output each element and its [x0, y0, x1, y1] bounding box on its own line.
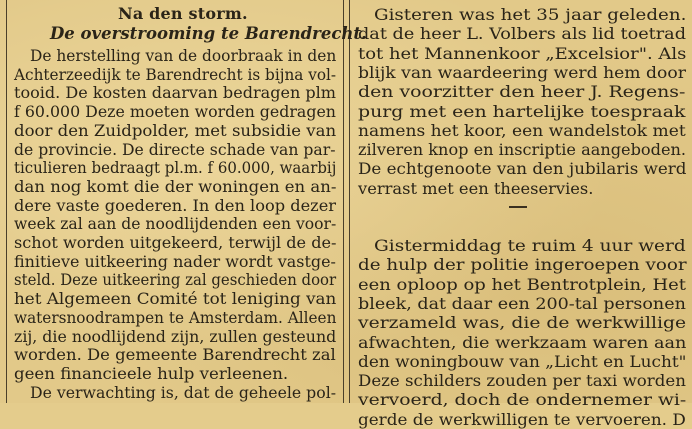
text-line: geen financieele hulp verleenen. — [14, 364, 289, 383]
text-line: dan nog komt die der woningen en an- — [14, 177, 337, 196]
text-line: De echtgenoote van den jubilaris werd — [358, 160, 687, 179]
text-line: blijk van waardeering werd hem door — [358, 63, 686, 82]
article-headline: Na den storm. — [118, 4, 248, 23]
text-line: dat de heer L. Volbers als lid toetrad — [358, 25, 687, 44]
text-line: schot worden uitgekeerd, terwijl de de- — [14, 234, 337, 252]
text-line: de hulp der politie ingeroepen voor — [358, 256, 687, 275]
right-column — [352, 0, 692, 429]
article-separator — [509, 206, 527, 208]
text-line: gerde de werkwilligen te vervoeren. D — [358, 410, 686, 429]
text-line: een oploop op het Bentrotplein, Het — [358, 275, 686, 294]
text-line: bleek, dat daar een 200-tal personen — [358, 294, 686, 313]
text-line: dere vaste goederen. In den loop dezer — [14, 196, 337, 215]
text-line: verrast met een theeservies. — [358, 179, 594, 198]
column-rule-middle — [343, 0, 344, 403]
text-line: Achterzeedijk te Barendrecht is bijna vol- — [14, 65, 337, 84]
text-line: afwachten, die werkzaam waren aan — [358, 333, 687, 352]
text-line: den woningbouw van „Licht en Lucht" — [358, 352, 687, 371]
text-line: worden. De gemeente Barendrecht zal — [14, 346, 336, 365]
text-line: het Algemeen Comité tot leniging van — [14, 290, 337, 309]
left-column — [0, 0, 367, 403]
column-rule-right — [349, 0, 350, 403]
text-line: week zal aan de noodlijdenden een voor- — [14, 215, 337, 234]
text-line: ticulieren bedraagt pl.m. f 60.000, waarbij — [14, 159, 337, 178]
text-line: f 60.000 Deze moeten worden gedragen — [14, 103, 336, 122]
text-line: watersnoodrampen te Amsterdam. Alleen — [14, 308, 337, 327]
text-line: zij, die noodlijdend zijn, zullen gesteund — [14, 327, 337, 346]
text-line: de provincie. De directe schade van par- — [14, 140, 336, 159]
text-line: Deze schilders zouden per taxi worden — [358, 372, 686, 391]
text-line: tot het Mannenkoor „Excelsior". Als — [358, 44, 687, 63]
text-line: vervoerd, doch de ondernemer wi- — [358, 391, 687, 410]
text-line: Gistermiddag te ruim 4 uur werd — [374, 237, 686, 255]
text-line: purg met een hartelijke toespraak — [358, 102, 686, 121]
article-subhead: De overstrooming te Barendrecht. — [50, 24, 367, 43]
text-line: De herstelling van de doorbraak in den — [30, 47, 337, 65]
text-line: Gisteren was het 35 jaar geleden. — [374, 6, 687, 24]
text-line: De verwachting is, dat de geheele pol- — [30, 383, 337, 402]
text-line: door den Zuidpolder, met subsidie van — [14, 121, 337, 140]
text-line: tooid. De kosten daarvan bedragen plm — [14, 84, 337, 103]
text-line: namens het koor, een wandelstok met — [358, 121, 686, 140]
text-line: verzameld was, die de werkwillige — [358, 314, 687, 333]
text-line: den voorzitter den heer J. Regens- — [358, 83, 686, 102]
text-line: steld. Deze uitkeering zal geschieden door — [14, 271, 337, 290]
text-line: finitieve uitkeering nader wordt vastge- — [14, 252, 336, 271]
text-line: zilveren knop en inscriptie aangeboden. — [358, 141, 687, 160]
